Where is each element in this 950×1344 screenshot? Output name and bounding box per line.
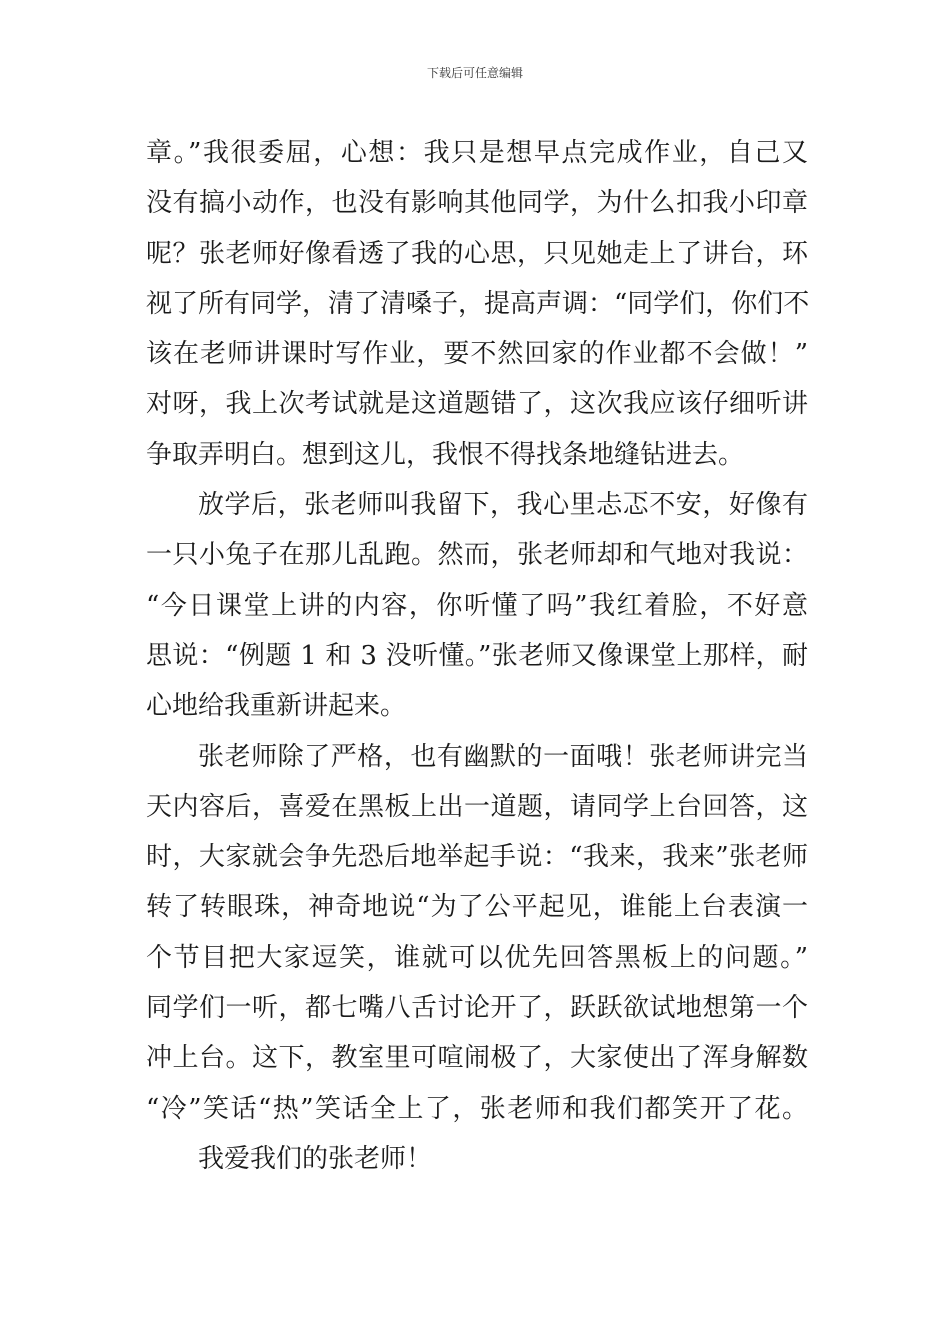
closing-line: 我爱我们的张老师！ [198,1143,433,1174]
text-line: 视了所有同学，清了清嗓子，提高声调：“同学们，你们不 [146,288,810,319]
paragraph-first-line: 放学后，张老师叫我留下，我心里忐忑不安，好像有 [198,490,808,521]
text-line: 一只小兔子在那儿乱跑。然而，张老师却和气地对我说： [146,540,808,571]
text-line: 时，大家就会争先恐后地举起手说：“我来，我来”张老师 [146,842,808,873]
text-line: 个节目把大家逗笑，谁就可以优先回答黑板上的问题。” [146,942,808,973]
text-line: 该在老师讲课时写作业，要不然回家的作业都不会做！” [146,339,808,370]
text-line: “冷”笑话“热”笑话全上了，张老师和我们都笑开了花。 [146,1093,808,1124]
paragraph-first-line: 张老师除了严格，也有幽默的一面哦！张老师讲完当 [198,741,808,772]
text-line: 章。”我很委屈，心想：我只是想早点完成作业，自己又 [146,138,808,168]
page-header: 下载后可任意编辑 [426,66,523,80]
text-line: 呢？张老师好像看透了我的心思，只见她走上了讲台，环 [146,238,808,269]
text-line: 冲上台。这下，教室里可喧闹极了，大家使出了浑身解数 [146,1043,808,1074]
text-line: 争取弄明白。想到这儿，我恨不得找条地缝钻进去。 [146,439,745,470]
text-line: 思说：“例题 1 和 3 没听懂。”张老师又像课堂上那样，耐 [146,640,808,671]
text-line: 对呀，我上次考试就是这道题错了，这次我应该仔细听讲 [146,389,808,420]
text-line: 同学们一听，都七嘴八舌讨论开了，跃跃欲试地想第一个 [146,993,808,1024]
text-line: 转了转眼珠，神奇地说“为了公平起见，谁能上台表演一 [146,892,808,923]
text-line: “今日课堂上讲的内容，你听懂了吗”我红着脸，不好意 [146,590,808,621]
text-line: 没有搞小动作，也没有影响其他同学，为什么扣我小印章 [146,188,808,219]
essay-body [146,128,808,1184]
text-line: 天内容后，喜爱在黑板上出一道题，请同学上台回答，这 [146,791,808,822]
text-line: 心地给我重新讲起来。 [146,691,407,722]
